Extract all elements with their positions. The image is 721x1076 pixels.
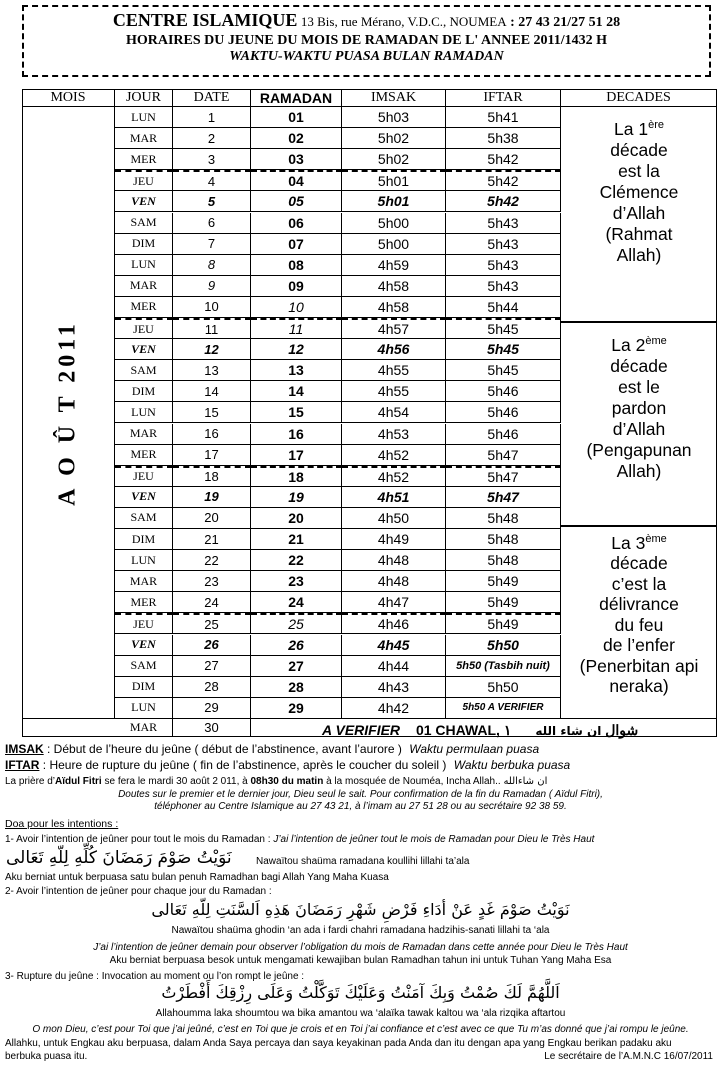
cell-jour-25: JEU: [115, 613, 173, 634]
fitri-text-3: à la mosquée de Nouméa, Incha Allah..: [323, 776, 501, 787]
cell-iftar-14: 5h46: [446, 381, 561, 402]
decade-1-line-3: est la: [618, 160, 660, 181]
cell-iftar-1: 5h41: [446, 107, 561, 128]
cell-date-11: 11: [173, 318, 251, 339]
cell-jour-12: VEN: [115, 339, 173, 360]
iftar-note: [5, 758, 570, 772]
intention-2-fr-italic: J’ai l’intention de jeûner demain pour observer l’obligation du mois de Ramadan dans cette année pour Dieu le Très Haut: [93, 942, 628, 953]
cell-date-18: 18: [173, 466, 251, 487]
decade-2-title: [561, 331, 717, 356]
cell-iftar-24: 5h49: [446, 592, 561, 613]
decade-1-la: La 1: [614, 118, 649, 139]
centre-address: 13 Bis, rue Mérano, V.D.C., NOUMEA: [300, 14, 507, 29]
verif-label: A VERIFIER: [322, 722, 401, 738]
insha-allah-arabic: ان شاء الله: [535, 724, 602, 738]
cell-date-15: 15: [173, 402, 251, 423]
cell-jour-11: JEU: [115, 318, 173, 339]
intention-3-translit: Allahoumma laka shoumtou wa bika amantou wa ‘alaïka tawak kaltou wa ‘ala rizqika aftartou: [155, 1008, 566, 1019]
cell-iftar-19: 5h47: [446, 487, 561, 508]
decade-2-line-6: (Pengapunan: [586, 439, 692, 460]
cell-ramadan-28: 28: [251, 677, 342, 698]
mois-column: [22, 107, 115, 719]
fitri-note: [5, 776, 547, 787]
fitri-arabic: ان شاءالله: [503, 776, 548, 787]
cell-date-2: 2: [173, 128, 251, 149]
centre-name: CENTRE ISLAMIQUE: [112, 10, 298, 30]
header-line-1: [24, 10, 709, 31]
decade-1-title: [561, 115, 717, 140]
last-row-verif: [322, 722, 638, 739]
cell-date-10: 10: [173, 297, 251, 318]
intention-3-fr: 3- Rupture du jeûne : Invocation au moment ou l’on rompt le jeûne :: [5, 971, 305, 982]
cell-iftar-10: 5h44: [446, 297, 561, 318]
decade-1-line-4: Clémence: [599, 181, 679, 202]
cell-date-8: 8: [173, 255, 251, 276]
header-subtitle: WAKTU-WAKTU PUASA BULAN RAMADAN: [229, 49, 504, 64]
cell-iftar-17: 5h47: [446, 445, 561, 466]
cell-imsak-9: 4h58: [342, 276, 446, 297]
month-label: A O Û T 2011: [54, 319, 81, 506]
cell-ramadan-6: 06: [251, 213, 342, 234]
decade-1-line-7: Allah): [616, 244, 662, 265]
cell-imsak-15: 4h54: [342, 402, 446, 423]
cell-imsak-16: 4h53: [342, 424, 446, 445]
cell-date-23: 23: [173, 571, 251, 592]
fitri-text-2: se fera le mardi 30 août 2 011, à: [101, 776, 251, 787]
cell-ramadan-20: 20: [251, 508, 342, 529]
cell-imsak-27: 4h44: [342, 656, 446, 677]
cell-iftar-3: 5h42: [446, 149, 561, 170]
cell-date-22: 22: [173, 550, 251, 571]
cell-date-7: 7: [173, 234, 251, 255]
cell-iftar-12: 5h45: [446, 339, 561, 360]
cell-jour-13: SAM: [115, 360, 173, 381]
decade-3-la: La 3: [611, 532, 646, 553]
cell-imsak-5: 5h01: [342, 191, 446, 212]
cell-iftar-22: 5h48: [446, 550, 561, 571]
cell-date-6: 6: [173, 213, 251, 234]
cell-ramadan-3: 03: [251, 149, 342, 170]
cell-date-21: 21: [173, 529, 251, 550]
decade-1-line-6: (Rahmat: [605, 223, 673, 244]
cell-ramadan-12: 12: [251, 339, 342, 360]
cell-iftar-21: 5h48: [446, 529, 561, 550]
intention-2-translit: Nawaïtou shaüma ghodin ‘an ada i fardi chahri ramadana hadzihis-sanati lillahi ta ‘ala: [171, 925, 550, 936]
intention-1: [5, 834, 594, 845]
decade-3-title: [561, 529, 717, 553]
intention-2-arabic: نَوَيْتُ صَوْمَ غَدٍ عَنْ أدَاءِ فَرْضِ شَهْرِ رَمَضَانَ هَذِهِ اَلسَّنَتِ لِلّهِ تَعَالى: [151, 900, 570, 919]
cell-imsak-20: 4h50: [342, 508, 446, 529]
telephone-note: téléphoner au Centre Islamique au 27 43 21, à l’imam au 27 51 28 ou au secrétaire 92 38 59.: [154, 801, 567, 812]
cell-jour-9: MAR: [115, 276, 173, 297]
cell-jour-3: MER: [115, 149, 173, 170]
decade-3-line-7: (Penerbitan api: [579, 655, 699, 676]
col-header-ramadan: RAMADAN: [251, 89, 342, 107]
cell-ramadan-9: 09: [251, 276, 342, 297]
centre-phone: : 27 43 21/27 51 28: [510, 15, 621, 30]
cell-jour-14: DIM: [115, 381, 173, 402]
cell-imsak-11: 4h57: [342, 318, 446, 339]
cell-iftar-7: 5h43: [446, 234, 561, 255]
cell-date-25: 25: [173, 613, 251, 634]
cell-imsak-17: 4h52: [342, 445, 446, 466]
cell-iftar-29: 5h50 A VERIFIER: [446, 698, 561, 719]
cell-imsak-19: 4h51: [342, 487, 446, 508]
cell-ramadan-13: 13: [251, 360, 342, 381]
cell-imsak-24: 4h47: [342, 592, 446, 613]
cell-ramadan-2: 02: [251, 128, 342, 149]
cell-ramadan-16: 16: [251, 424, 342, 445]
decade-3-line-5: du feu: [614, 614, 664, 635]
cell-imsak-13: 4h55: [342, 360, 446, 381]
fitri-bold-2: 08h30 du matin: [250, 776, 324, 787]
cell-date-1: 1: [173, 107, 251, 128]
cell-ramadan-14: 14: [251, 381, 342, 402]
cell-iftar-2: 5h38: [446, 128, 561, 149]
decade-1-line-2: décade: [610, 139, 668, 160]
cell-date-14: 14: [173, 381, 251, 402]
cell-iftar-4: 5h42: [446, 170, 561, 191]
cell-iftar-27: 5h50 (Tasbih nuit): [446, 656, 561, 677]
cell-ramadan-24: 24: [251, 592, 342, 613]
intention-1-translit: Nawaïtou shaüma ramadana koullihi lillahi ta’ala: [256, 856, 470, 867]
decade-2-line-4: pardon: [611, 397, 667, 418]
cell-jour-19: VEN: [115, 487, 173, 508]
decade-3-line-4: délivrance: [599, 594, 679, 615]
decade-3: [561, 527, 717, 719]
col-header-mois: MOIS: [22, 89, 115, 107]
cell-iftar-6: 5h43: [446, 213, 561, 234]
intention-3-malay-1: Allahku, untuk Engkau aku berpuasa, dalam Anda Saya percaya dan saya keyakinan pada Anda dan itu dengan apa yang Engkau berikan padaku aku: [5, 1038, 672, 1049]
last-row-jour: MAR: [115, 719, 173, 737]
cell-jour-5: VEN: [115, 191, 173, 212]
cell-jour-18: JEU: [115, 466, 173, 487]
fitri-text-1: La prière d’: [5, 776, 56, 787]
decade-3-line-2: décade: [610, 553, 668, 574]
cell-ramadan-26: 26: [251, 635, 342, 656]
last-row-date: 30: [173, 719, 251, 737]
cell-iftar-9: 5h43: [446, 276, 561, 297]
decade-2-sup: ème: [645, 335, 667, 347]
cell-date-24: 24: [173, 592, 251, 613]
chawal-label: 01 CHAWAL, ۱شوال: [415, 722, 639, 738]
intention-2-fr: 2- Avoir l’intention de jeûner pour chaque jour du Ramadan :: [5, 886, 272, 897]
cell-jour-22: LUN: [115, 550, 173, 571]
cell-jour-16: MAR: [115, 424, 173, 445]
cell-date-17: 17: [173, 445, 251, 466]
cell-date-5: 5: [173, 191, 251, 212]
cell-imsak-8: 4h59: [342, 255, 446, 276]
cell-iftar-11: 5h45: [446, 318, 561, 339]
cell-imsak-3: 5h02: [342, 149, 446, 170]
cell-imsak-6: 5h00: [342, 213, 446, 234]
cell-jour-2: MAR: [115, 128, 173, 149]
cell-iftar-18: 5h47: [446, 466, 561, 487]
cell-jour-8: LUN: [115, 255, 173, 276]
cell-imsak-28: 4h43: [342, 677, 446, 698]
intention-2-malay: Aku berniat berpuasa besok untuk mengamati kewajiban bulan Ramadhan tahun ini untuk Tuhan Yang Maha Esa: [109, 955, 612, 966]
decade-1-line-5: d’Allah: [612, 202, 666, 223]
cell-jour-17: MER: [115, 445, 173, 466]
cell-imsak-14: 4h55: [342, 381, 446, 402]
cell-jour-1: LUN: [115, 107, 173, 128]
cell-iftar-5: 5h42: [446, 191, 561, 212]
col-header-iftar: IFTAR: [446, 89, 561, 107]
cell-imsak-22: 4h48: [342, 550, 446, 571]
decade-3-line-8: neraka): [609, 676, 669, 697]
cell-ramadan-27: 27: [251, 656, 342, 677]
col-header-date: DATE: [173, 89, 251, 107]
intention-3-fr-italic: O mon Dieu, c’est pour Toi que j’ai jeûné, c’est en Toi que je crois et en Toi j’ai confiance et c’est avec ce que Tu m’as donné que j’ai rompu le jeûne.: [32, 1024, 689, 1035]
decade-2-line-3: est le: [618, 376, 660, 397]
cell-ramadan-25: 25: [251, 613, 342, 634]
cell-jour-21: DIM: [115, 529, 173, 550]
iftar-text: : Heure de rupture du jeûne ( fin de l’abstinence, après le coucher du soleil ): [42, 758, 447, 772]
intention-1-arabic: نَوَيْتُ صَوْمَ رَمَضَانَ كُلِّهِ لِلّهِ تَعَالى: [6, 848, 232, 868]
decade-2-line-5: d’Allah: [612, 418, 666, 439]
intention-3-arabic: اَللَّهُمَّ لَكَ صُمْتُ وَبِكَ آمَنْتُ وَعَلَيْكَ تَوَكَّلْتُ وَعَلَى رِزْقِكَ أَفْطَرْتُ: [161, 983, 560, 1002]
cell-ramadan-19: 19: [251, 487, 342, 508]
cell-ramadan-11: 11: [251, 318, 342, 339]
fitri-bold-1: Aïdul Fitri: [55, 776, 102, 787]
timetable: [22, 89, 717, 737]
intention-3-malay-2: berbuka puasa itu.: [5, 1051, 88, 1062]
cell-ramadan-4: 04: [251, 170, 342, 191]
col-header-jour: JOUR: [115, 89, 173, 107]
cell-jour-29: LUN: [115, 698, 173, 719]
cell-jour-15: LUN: [115, 402, 173, 423]
cell-date-13: 13: [173, 360, 251, 381]
cell-jour-23: MAR: [115, 571, 173, 592]
decade-3-line-6: de l’enfer: [603, 635, 675, 656]
cell-iftar-23: 5h49: [446, 571, 561, 592]
cell-imsak-18: 4h52: [342, 466, 446, 487]
cell-imsak-4: 5h01: [342, 170, 446, 191]
imsak-label: IMSAK: [5, 742, 44, 756]
cell-imsak-1: 5h03: [342, 107, 446, 128]
cell-jour-6: SAM: [115, 213, 173, 234]
cell-ramadan-23: 23: [251, 571, 342, 592]
cell-date-27: 27: [173, 656, 251, 677]
imsak-malay: Waktu permulaan puasa: [409, 742, 540, 756]
cell-ramadan-10: 10: [251, 297, 342, 318]
cell-date-16: 16: [173, 424, 251, 445]
decade-1: [561, 107, 717, 323]
decade-1-sup: ère: [648, 119, 664, 131]
cell-iftar-8: 5h43: [446, 255, 561, 276]
cell-imsak-2: 5h02: [342, 128, 446, 149]
cell-iftar-26: 5h50: [446, 635, 561, 656]
cell-jour-20: SAM: [115, 508, 173, 529]
cell-date-3: 3: [173, 149, 251, 170]
doutes-note: Doutes sur le premier et le dernier jour, Dieu seul le sait. Pour confirmation de la fin du Ramadan ( Aïdul Fitri),: [118, 789, 603, 800]
cell-ramadan-1: 01: [251, 107, 342, 128]
decade-3-line-3: c’est la: [611, 573, 667, 594]
cell-imsak-29: 4h42: [342, 698, 446, 719]
decade-3-sup: ème: [645, 533, 667, 545]
decade-2-line-2: décade: [610, 355, 668, 376]
cell-iftar-15: 5h46: [446, 402, 561, 423]
secretary-signature: Le secrétaire de l’A.M.N.C 16/07/2011: [544, 1051, 713, 1062]
cell-jour-27: SAM: [115, 656, 173, 677]
imsak-text: : Début de l’heure du jeûne ( début de l’abstinence, avant l’aurore ): [47, 742, 402, 756]
cell-imsak-25: 4h46: [342, 613, 446, 634]
cell-ramadan-7: 07: [251, 234, 342, 255]
header-title: HORAIRES DU JEUNE DU MOIS DE RAMADAN DE L' ANNEE 2011/1432 H: [125, 33, 608, 48]
cell-date-20: 20: [173, 508, 251, 529]
cell-iftar-20: 5h48: [446, 508, 561, 529]
cell-imsak-26: 4h45: [342, 635, 446, 656]
cell-imsak-10: 4h58: [342, 297, 446, 318]
cell-jour-24: MER: [115, 592, 173, 613]
cell-imsak-23: 4h48: [342, 571, 446, 592]
cell-ramadan-5: 05: [251, 191, 342, 212]
col-header-decades: DECADES: [561, 89, 717, 107]
cell-ramadan-29: 29: [251, 698, 342, 719]
cell-ramadan-17: 17: [251, 445, 342, 466]
intention-1-fr: 1- Avoir l’intention de jeûner pour tout le mois du Ramadan :: [5, 834, 274, 845]
cell-imsak-21: 4h49: [342, 529, 446, 550]
cell-ramadan-22: 22: [251, 550, 342, 571]
iftar-label: IFTAR: [5, 758, 40, 772]
cell-jour-10: MER: [115, 297, 173, 318]
cell-jour-28: DIM: [115, 677, 173, 698]
cell-date-9: 9: [173, 276, 251, 297]
cell-date-29: 29: [173, 698, 251, 719]
cell-jour-26: VEN: [115, 635, 173, 656]
cell-iftar-16: 5h46: [446, 424, 561, 445]
cell-iftar-13: 5h45: [446, 360, 561, 381]
cell-imsak-12: 4h56: [342, 339, 446, 360]
cell-date-19: 19: [173, 487, 251, 508]
cell-jour-4: JEU: [115, 170, 173, 191]
cell-ramadan-18: 18: [251, 466, 342, 487]
cell-imsak-7: 5h00: [342, 234, 446, 255]
iftar-malay: Waktu berbuka puasa: [453, 758, 571, 772]
cell-ramadan-15: 15: [251, 402, 342, 423]
decade-2-line-7: Allah): [616, 460, 662, 481]
cell-ramadan-21: 21: [251, 529, 342, 550]
decade-2: [561, 323, 717, 527]
doa-title: Doa pour les intentions :: [5, 818, 119, 830]
col-header-imsak: IMSAK: [342, 89, 446, 107]
cell-iftar-28: 5h50: [446, 677, 561, 698]
intention-1-malay: Aku berniat untuk berpuasa satu bulan penuh Ramadhan bagi Allah Yang Maha Kuasa: [5, 872, 389, 883]
decade-2-la: La 2: [611, 334, 646, 355]
cell-date-26: 26: [173, 635, 251, 656]
cell-date-4: 4: [173, 170, 251, 191]
cell-date-28: 28: [173, 677, 251, 698]
imsak-note: [5, 742, 539, 756]
cell-ramadan-8: 08: [251, 255, 342, 276]
cell-date-12: 12: [173, 339, 251, 360]
cell-jour-7: DIM: [115, 234, 173, 255]
cell-iftar-25: 5h49: [446, 613, 561, 634]
intention-1-fr-italic: J’ai l’intention de jeûner tout le mois de Ramadan pour Dieu le Très Haut: [273, 834, 595, 845]
header-box: [22, 5, 711, 77]
